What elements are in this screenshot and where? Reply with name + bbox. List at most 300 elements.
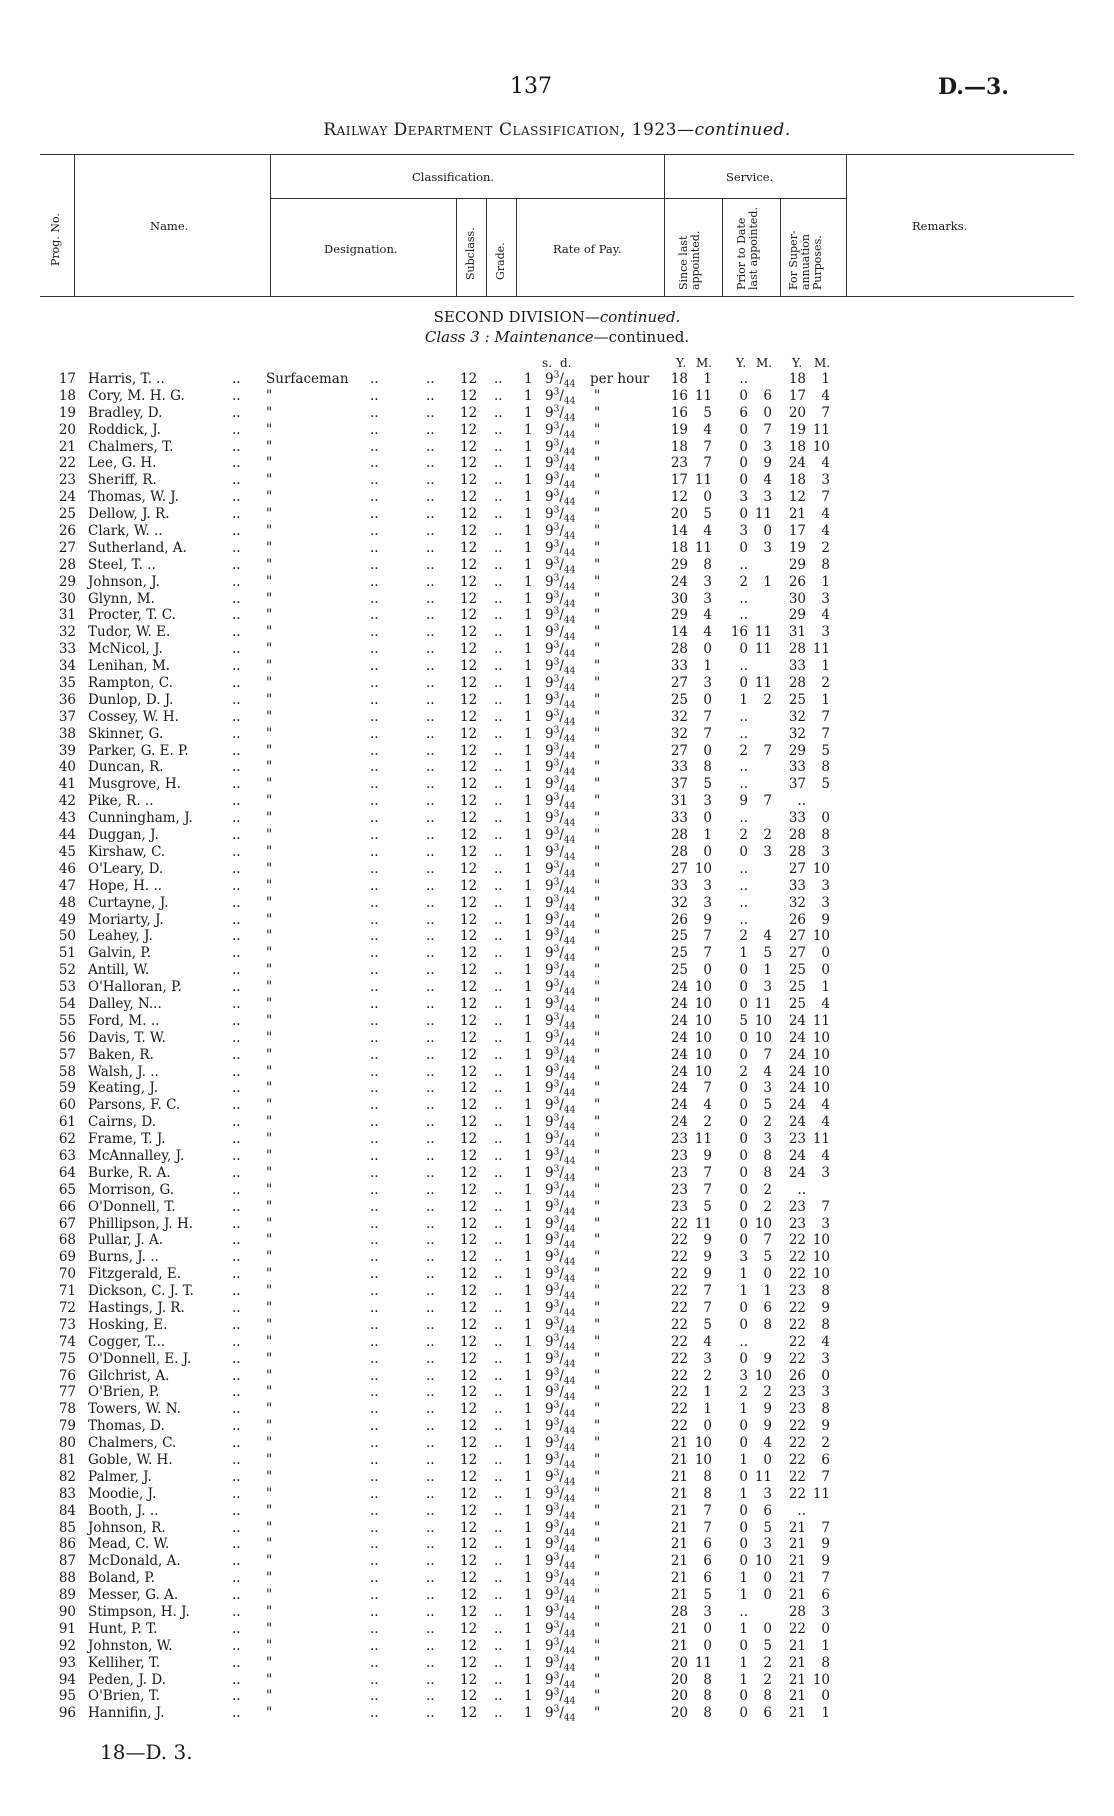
unit-years: Y.: [792, 356, 803, 370]
rate-numerator: 3: [553, 1063, 560, 1074]
rate-numerator: 3: [553, 1603, 560, 1614]
rate-unit: ": [594, 506, 601, 523]
subclass: 12: [460, 945, 478, 962]
table-row: [0, 810, 1114, 827]
rate-of-pay: [545, 1030, 575, 1047]
rate-unit: ": [594, 1316, 601, 1333]
superannuation-months: 3: [821, 590, 830, 607]
header-divider: [456, 198, 457, 296]
prior-months: 8: [763, 1147, 772, 1164]
rate-denominator: 44: [563, 953, 576, 964]
table-row: [0, 1199, 1114, 1216]
rate-numerator: 3: [553, 1231, 560, 1242]
table-row: [0, 1351, 1114, 1368]
superannuation-years: 22: [788, 1620, 806, 1637]
prior-years: 0: [739, 1553, 748, 1570]
grade: 1: [524, 1401, 533, 1418]
employee-name: Pike, R. ..: [88, 793, 154, 810]
unit-pence: d.: [560, 356, 572, 370]
prog-no: 88: [58, 1570, 76, 1587]
leader-dots: ..: [370, 1688, 379, 1705]
superannuation-months: 11: [812, 641, 830, 658]
subclass: 12: [460, 1553, 478, 1570]
rate-whole: 9: [545, 911, 554, 928]
rate-unit: ": [594, 658, 601, 675]
superannuation-years: 22: [788, 1468, 806, 1485]
prior-months: 2: [763, 1671, 772, 1688]
leader-dots: ..: [232, 1097, 241, 1114]
subclass: 12: [460, 1671, 478, 1688]
leader-dots: ..: [494, 742, 503, 759]
rate-of-pay: [545, 1520, 575, 1537]
designation: ": [266, 1131, 273, 1148]
since-last-years: 22: [670, 1283, 688, 1300]
rate-whole: 9: [545, 1131, 554, 1148]
prog-no: 82: [58, 1468, 76, 1485]
rate-denominator: 44: [563, 818, 576, 829]
leader-dots: ..: [232, 1468, 241, 1485]
superannuation-months: 3: [821, 894, 830, 911]
employee-name: Tudor, W. E.: [88, 624, 171, 641]
table-row: [0, 1047, 1114, 1064]
subclass: 12: [460, 1080, 478, 1097]
rate-whole: 9: [545, 1249, 554, 1266]
rate-fraction-slash: /: [559, 1401, 564, 1418]
rate-unit: ": [594, 573, 601, 590]
rate-whole: 9: [545, 776, 554, 793]
leader-dots: ..: [232, 641, 241, 658]
table-row: [0, 1317, 1114, 1334]
designation: ": [266, 877, 273, 894]
grade: 1: [524, 641, 533, 658]
designation: ": [266, 1080, 273, 1097]
prior-years: 2: [739, 573, 748, 590]
grade: 1: [524, 539, 533, 556]
since-last-years: 33: [670, 759, 688, 776]
leader-dots: ..: [370, 1333, 379, 1350]
since-last-years: 25: [670, 945, 688, 962]
prior-months: 11: [754, 675, 772, 692]
rate-of-pay: [545, 1114, 575, 1131]
superannuation-years: 23: [788, 1384, 806, 1401]
since-last-months: 10: [694, 979, 712, 996]
rate-numerator: 3: [553, 1687, 560, 1698]
prior-months: 2: [763, 1654, 772, 1671]
table-row: [0, 371, 1114, 388]
rate-fraction-slash: /: [559, 742, 564, 759]
rate-of-pay: [545, 1621, 575, 1638]
grade: 1: [524, 1316, 533, 1333]
rate-unit: ": [594, 1401, 601, 1418]
rate-whole: 9: [545, 1012, 554, 1029]
superannuation-months: 10: [812, 1029, 830, 1046]
superannuation-years: 23: [788, 1283, 806, 1300]
prior-years: 0: [739, 421, 748, 438]
superannuation-months: 7: [821, 725, 830, 742]
prior-years: 1: [739, 1570, 748, 1587]
rate-unit: ": [594, 1131, 601, 1148]
grade: 1: [524, 1080, 533, 1097]
leader-dots: ..: [232, 421, 241, 438]
rate-whole: 9: [545, 1367, 554, 1384]
rate-unit: ": [594, 1604, 601, 1621]
subclass: 12: [460, 1283, 478, 1300]
rate-denominator: 44: [563, 464, 576, 475]
leader-dots: ..: [426, 641, 435, 658]
since-last-years: 24: [670, 979, 688, 996]
rate-fraction-slash: /: [559, 1266, 564, 1283]
leader-dots: ..: [494, 1350, 503, 1367]
leader-dots: ..: [370, 1164, 379, 1181]
prog-no: 17: [58, 371, 76, 387]
prior-months: 2: [763, 1181, 772, 1198]
grade: 1: [524, 438, 533, 455]
grade: 1: [524, 725, 533, 742]
prior-months: 9: [763, 455, 772, 472]
rate-fraction-slash: /: [559, 877, 564, 894]
prog-no: 32: [58, 624, 76, 641]
rate-unit: ": [594, 1181, 601, 1198]
since-last-years: 26: [670, 911, 688, 928]
rate-of-pay: [545, 422, 575, 439]
superannuation-years: 32: [788, 708, 806, 725]
rate-numerator: 3: [553, 877, 560, 888]
rate-fraction-slash: /: [559, 827, 564, 844]
prog-no: 93: [58, 1654, 76, 1671]
table-row: [0, 709, 1114, 726]
rate-denominator: 44: [563, 1528, 576, 1539]
leader-dots: ..: [426, 1316, 435, 1333]
employee-name: Johnson, R.: [88, 1519, 166, 1536]
leader-dots: ..: [494, 1435, 503, 1452]
superannuation-months: 2: [821, 1435, 830, 1452]
rate-denominator: 44: [563, 1004, 576, 1015]
rate-of-pay: [545, 1400, 576, 1421]
prior-months: 1: [763, 962, 772, 979]
rate-denominator: 44: [563, 1714, 576, 1725]
subclass: 12: [460, 539, 478, 556]
leader-dots: ..: [494, 810, 503, 827]
since-last-years: 37: [670, 776, 688, 793]
leader-dots: ..: [370, 539, 379, 556]
leader-dots: ..: [494, 1046, 503, 1063]
rate-unit: ": [594, 894, 601, 911]
prog-no: 30: [58, 590, 76, 607]
rate-of-pay: [545, 1266, 575, 1283]
superannuation-months: 9: [821, 911, 830, 928]
prog-no: 22: [58, 455, 76, 472]
prior-years: 0: [739, 539, 748, 556]
rate-unit: ": [594, 759, 601, 776]
leader-dots: ..: [232, 489, 241, 506]
prior-years: 0: [739, 1198, 748, 1215]
rate-unit: ": [594, 979, 601, 996]
since-last-months: 10: [694, 1063, 712, 1080]
rate-denominator: 44: [563, 413, 576, 424]
employee-name: O'Leary, D.: [88, 860, 164, 877]
table-row: [0, 827, 1114, 844]
grade: 1: [524, 1536, 533, 1553]
designation: ": [266, 725, 273, 742]
grade: 1: [524, 1604, 533, 1621]
superannuation-months: 3: [821, 1384, 830, 1401]
since-last-months: 9: [703, 1147, 712, 1164]
leader-dots: ..: [232, 945, 241, 962]
employee-name: Lenihan, M.: [88, 658, 171, 675]
prior-months: 0: [763, 1620, 772, 1637]
since-last-months: 7: [703, 1181, 712, 1198]
rate-denominator: 44: [563, 1426, 576, 1437]
superannuation-years: 21: [788, 1671, 806, 1688]
rate-numerator: 3: [553, 860, 560, 871]
table-row: [0, 540, 1114, 557]
since-last-months: 5: [703, 1587, 712, 1604]
table-row: [0, 1604, 1114, 1621]
superannuation-years: 22: [788, 1232, 806, 1249]
designation: ": [266, 1452, 273, 1468]
subclass: 12: [460, 624, 478, 641]
rate-denominator: 44: [563, 497, 576, 508]
superannuation-months: 0: [821, 1688, 830, 1705]
rate-denominator: 44: [563, 801, 576, 812]
table-row: [0, 775, 1114, 796]
table-row: [0, 979, 1114, 996]
leader-dots: ..: [426, 523, 435, 540]
leader-dots: ..: [494, 1283, 503, 1300]
division-heading-suffix: —continued.: [584, 308, 681, 326]
leader-dots: ..: [370, 759, 379, 776]
header-divider: [270, 154, 271, 296]
rate-of-pay: [545, 1418, 575, 1435]
prior-years: 3: [739, 523, 748, 540]
rate-denominator: 44: [563, 666, 576, 677]
rate-denominator: 44: [563, 768, 576, 779]
division-heading-main: SECOND DIVISION: [433, 308, 585, 326]
subclass: 12: [460, 1266, 478, 1283]
prior-years: ..: [739, 759, 748, 776]
prior-months: 3: [763, 539, 772, 556]
table-row: [0, 574, 1114, 591]
prior-months: 7: [763, 742, 772, 759]
header-prog-no: Prog. No.: [49, 213, 62, 266]
prior-years: 16: [730, 624, 748, 641]
prior-years: ..: [739, 776, 748, 793]
superannuation-months: 1: [821, 573, 830, 590]
designation: ": [266, 793, 273, 810]
superannuation-months: 10: [812, 1266, 830, 1283]
leader-dots: ..: [426, 708, 435, 725]
rate-fraction-slash: /: [559, 371, 564, 387]
leader-dots: ..: [494, 523, 503, 540]
leader-dots: ..: [232, 1620, 241, 1637]
table-row: [0, 1570, 1114, 1587]
rate-fraction-slash: /: [559, 725, 564, 742]
rate-numerator: 3: [553, 995, 560, 1006]
table-row: [0, 927, 1114, 948]
subclass: 12: [460, 1046, 478, 1063]
rate-of-pay: [545, 1097, 575, 1114]
leader-dots: ..: [232, 810, 241, 827]
designation: ": [266, 1114, 273, 1131]
subclass: 12: [460, 573, 478, 590]
subclass: 12: [460, 1452, 478, 1468]
rate-of-pay: [545, 540, 575, 557]
employee-name: Boland, P.: [88, 1570, 155, 1587]
rate-of-pay: [545, 591, 575, 608]
leader-dots: ..: [232, 590, 241, 607]
leader-dots: ..: [494, 455, 503, 472]
rate-fraction-slash: /: [559, 1097, 564, 1114]
leader-dots: ..: [426, 1012, 435, 1029]
employee-name: Parsons, F. C.: [88, 1097, 181, 1114]
superannuation-years: 24: [788, 1063, 806, 1080]
designation: ": [266, 708, 273, 725]
grade: 1: [524, 1671, 533, 1688]
rate-denominator: 44: [563, 970, 576, 981]
leader-dots: ..: [232, 404, 241, 421]
employee-name: Booth, J. ..: [88, 1502, 159, 1519]
superannuation-years: 24: [788, 1029, 806, 1046]
leader-dots: ..: [232, 1063, 241, 1080]
leader-dots: ..: [370, 843, 379, 860]
leader-dots: ..: [232, 860, 241, 877]
rate-fraction-slash: /: [559, 1316, 564, 1333]
header-superannuation: For Super-annuation Purposes.: [787, 230, 824, 290]
rate-of-pay: [545, 726, 575, 743]
rate-unit: ": [594, 438, 601, 455]
leader-dots: ..: [370, 1570, 379, 1587]
leader-dots: ..: [232, 1215, 241, 1232]
rate-whole: 9: [545, 489, 554, 506]
prior-months: 0: [763, 1570, 772, 1587]
since-last-months: 3: [703, 1350, 712, 1367]
table-row: [0, 1435, 1114, 1452]
leader-dots: ..: [370, 590, 379, 607]
rate-fraction-slash: /: [559, 556, 564, 573]
employee-name: Morrison, G.: [88, 1181, 175, 1198]
prog-no: 59: [58, 1080, 76, 1097]
rate-fraction-slash: /: [559, 1671, 564, 1688]
prog-no: 85: [58, 1519, 76, 1536]
superannuation-months: 0: [821, 1367, 830, 1384]
rate-fraction-slash: /: [559, 1333, 564, 1350]
rate-whole: 9: [545, 404, 554, 421]
employee-name: Clark, W. ..: [88, 523, 163, 540]
superannuation-years: 17: [788, 387, 806, 404]
rate-of-pay: [545, 371, 575, 388]
prior-years: 0: [739, 1131, 748, 1148]
leader-dots: ..: [426, 1046, 435, 1063]
prior-months: 8: [763, 1688, 772, 1705]
leader-dots: ..: [426, 1536, 435, 1553]
since-last-months: 11: [694, 539, 712, 556]
rate-fraction-slash: /: [559, 1012, 564, 1029]
leader-dots: ..: [494, 911, 503, 928]
leader-dots: ..: [370, 556, 379, 573]
prior-months: 5: [763, 1097, 772, 1114]
employee-name: Peden, J. D.: [88, 1671, 166, 1688]
leader-dots: ..: [232, 438, 241, 455]
leader-dots: ..: [232, 894, 241, 911]
employee-name: McDonald, A.: [88, 1553, 181, 1570]
leader-dots: ..: [232, 1164, 241, 1181]
leader-dots: ..: [494, 1418, 503, 1435]
rate-fraction-slash: /: [559, 404, 564, 421]
since-last-years: 28: [670, 827, 688, 844]
superannuation-months: 7: [821, 708, 830, 725]
leader-dots: ..: [370, 877, 379, 894]
subclass: 12: [460, 1367, 478, 1384]
prior-months: 7: [763, 793, 772, 810]
leader-dots: ..: [370, 810, 379, 827]
superannuation-months: 3: [821, 877, 830, 894]
table-row: [0, 1266, 1114, 1283]
subclass: 12: [460, 1097, 478, 1114]
prog-no: 25: [58, 506, 76, 523]
subclass: 12: [460, 523, 478, 540]
table-row: [0, 878, 1114, 895]
designation: ": [266, 1485, 273, 1502]
subclass: 12: [460, 404, 478, 421]
rate-unit: ": [594, 1266, 601, 1283]
rate-numerator: 3: [553, 1671, 560, 1682]
employee-name: Steel, T. ..: [88, 556, 156, 573]
since-last-months: 7: [703, 1080, 712, 1097]
leader-dots: ..: [232, 1316, 241, 1333]
grade: 1: [524, 523, 533, 540]
leader-dots: ..: [494, 1063, 503, 1080]
grade: 1: [524, 1587, 533, 1604]
designation: ": [266, 1333, 273, 1350]
rate-whole: 9: [545, 995, 554, 1012]
rate-numerator: 3: [553, 708, 560, 719]
rate-whole: 9: [545, 1536, 554, 1553]
prior-months: 2: [763, 1198, 772, 1215]
rate-numerator: 3: [553, 1029, 560, 1040]
table-row: [0, 895, 1114, 912]
rate-numerator: 3: [553, 1383, 560, 1394]
leader-dots: ..: [426, 1705, 435, 1722]
leader-dots: ..: [494, 641, 503, 658]
prior-years: 0: [739, 979, 748, 996]
grade: 1: [524, 1637, 533, 1654]
rate-numerator: 3: [553, 606, 560, 617]
since-last-years: 28: [670, 1604, 688, 1621]
leader-dots: ..: [370, 1502, 379, 1519]
grade: 1: [524, 573, 533, 590]
table-row: [0, 1114, 1114, 1131]
prior-years: ..: [739, 1333, 748, 1350]
table-row: [0, 1383, 1114, 1404]
prior-years: 0: [739, 962, 748, 979]
grade: 1: [524, 860, 533, 877]
rate-whole: 9: [545, 1452, 554, 1468]
superannuation-months: 10: [812, 1080, 830, 1097]
page-number: 137: [510, 74, 552, 99]
leader-dots: ..: [426, 911, 435, 928]
rate-numerator: 3: [553, 944, 560, 955]
employee-name: Davis, T. W.: [88, 1029, 166, 1046]
rate-unit: ": [594, 1198, 601, 1215]
superannuation-years: 33: [788, 759, 806, 776]
rate-unit: ": [594, 472, 601, 489]
leader-dots: ..: [232, 1485, 241, 1502]
employee-name: Leahey, J.: [88, 928, 153, 945]
leader-dots: ..: [494, 1131, 503, 1148]
leader-dots: ..: [426, 421, 435, 438]
rate-fraction-slash: /: [559, 1367, 564, 1384]
header-divider: [74, 154, 75, 296]
